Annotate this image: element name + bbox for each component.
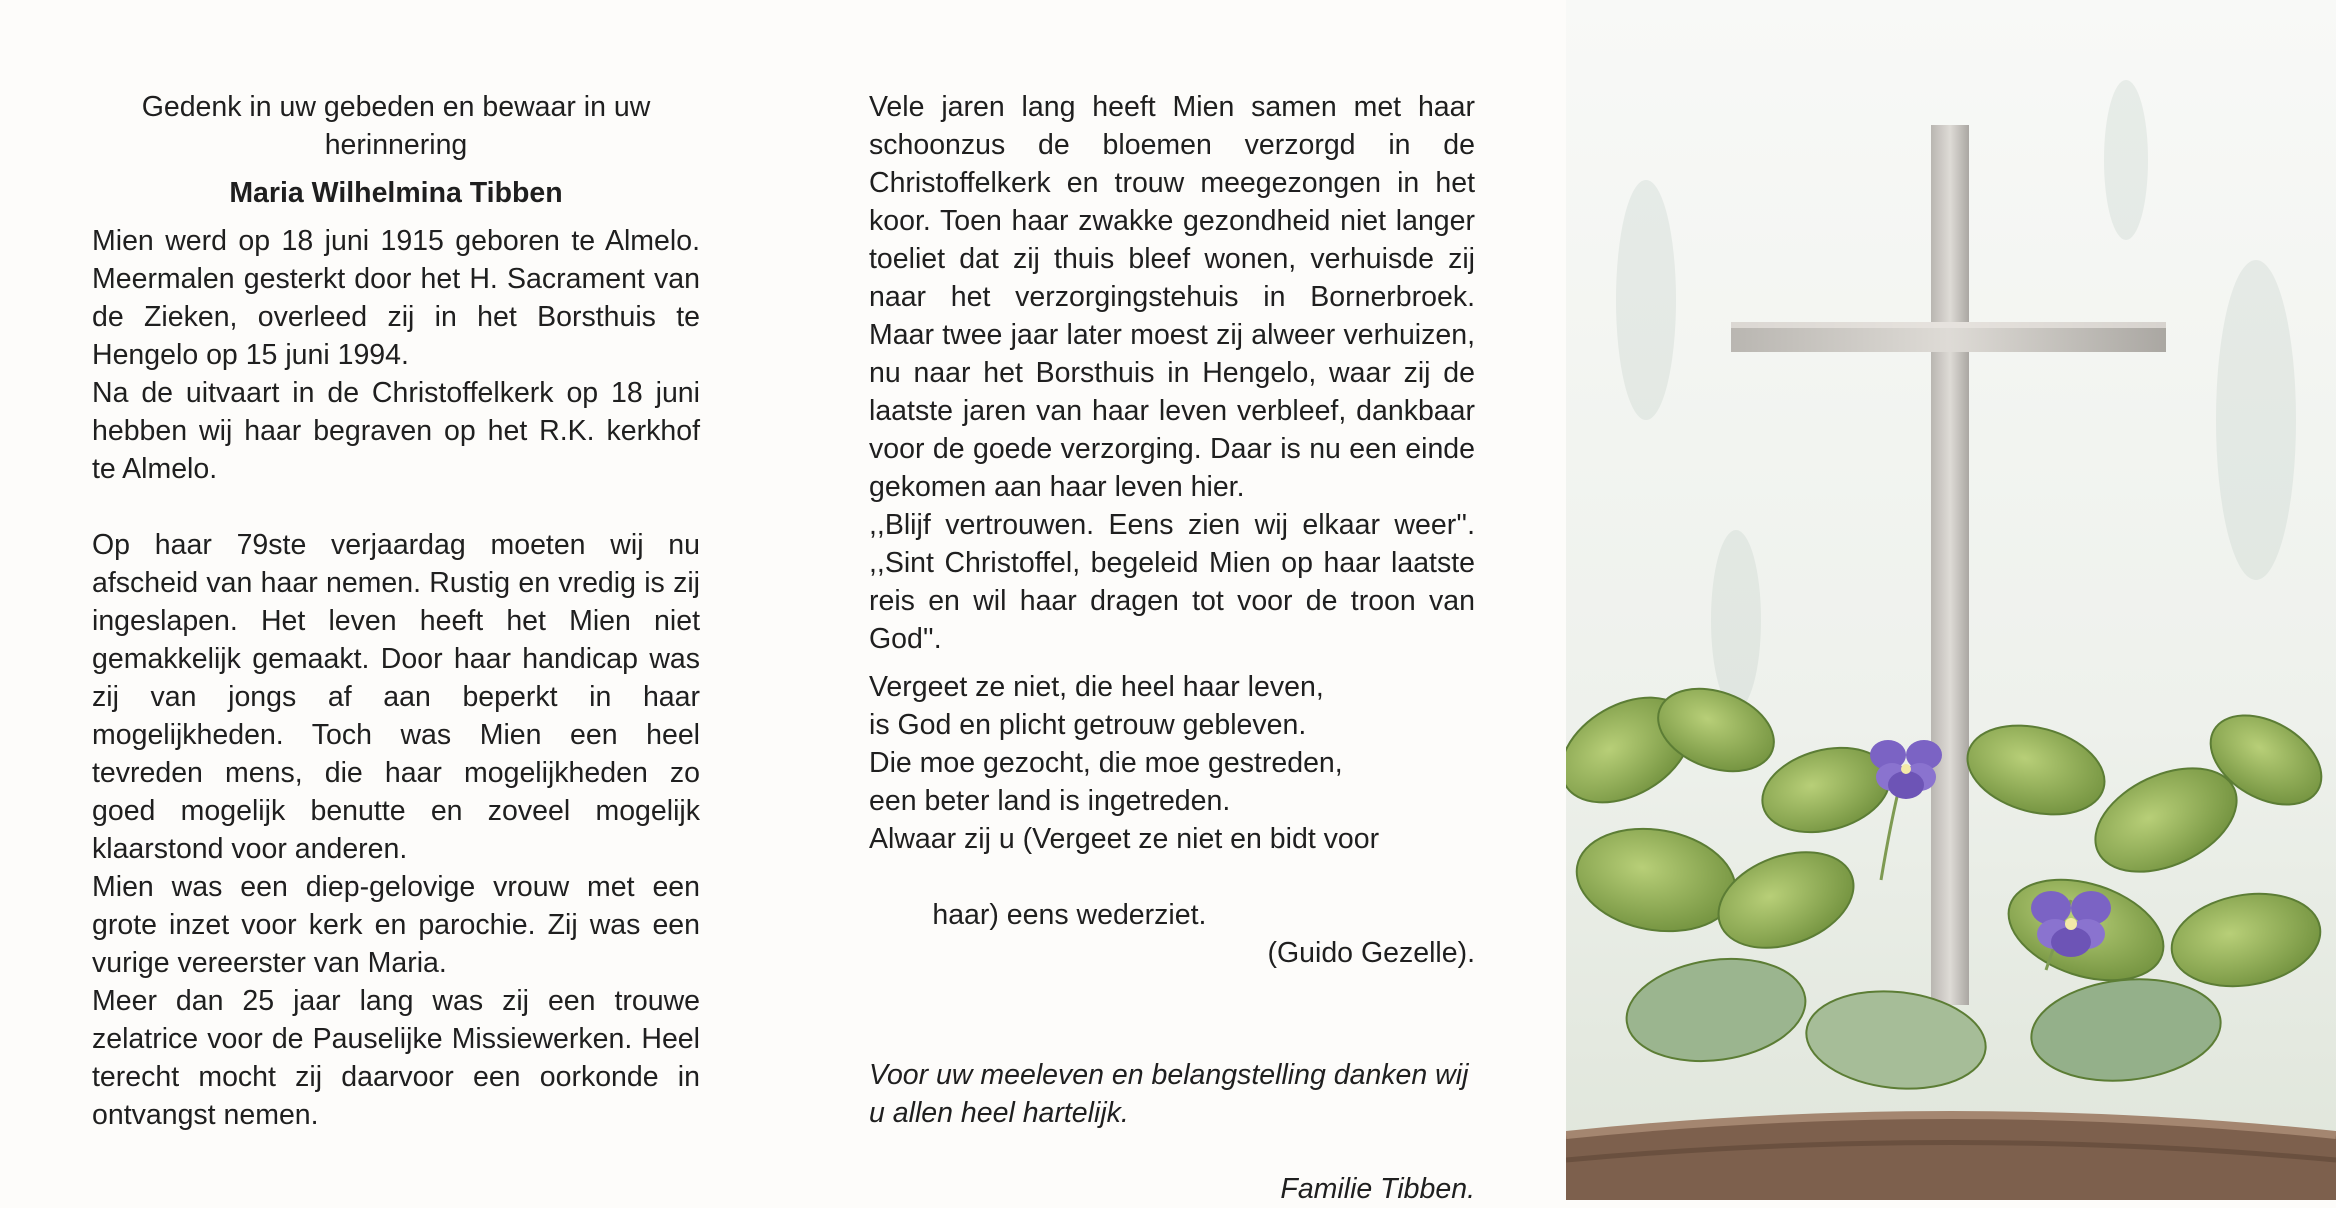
cross-photo [1566, 0, 2336, 1200]
left-column [92, 88, 700, 1134]
deceased-name: Maria Wilhelmina Tibben [229, 177, 563, 209]
faith-paragraph: Mien was een diep-gelovige vrouw met een grote inzet voor kerk en parochie. Zij was een vurige vereerster van Maria. [92, 871, 700, 979]
poem-author: (Guido Gezelle). [1267, 937, 1475, 969]
poem-line: haar) eens wederziet. [932, 899, 1207, 931]
quote-paragraph: ,,Blijf vertrouwen. Eens zien wij elkaar weer''. ,,Sint Christoffel, begeleid Mien op haar laatste reis en wil haar dragen tot voor de troon van God''. [869, 509, 1475, 655]
farewell-paragraph: Op haar 79ste verjaardag moeten wij nu afscheid van haar nemen. Rustig en vredig is zij ingeslapen. Het leven heeft het Mien niet gemakkelijk gemaakt. Door haar handicap was zij van jongs af aan beperkt in haar mogelijkheden. Toch was Mien een heel tevreden mens, die haar mogelijkheden zo goed mogelijk benutte en zoveel mogelijk klaarstond voor anderen. [92, 529, 700, 865]
middle-column [869, 88, 1475, 1208]
mission-paragraph: Meer dan 25 jaar lang was zij een trouwe zelatrice voor de Pauselijke Missiewerken. Heel terecht mocht zij daarvoor een oorkonde in ontvangst nemen. [92, 985, 700, 1131]
poem-line: Vergeet ze niet, die heel haar leven, [869, 671, 1324, 703]
basket-icon [1566, 1115, 2336, 1200]
intro-text: Gedenk in uw gebeden en bewaar in uw herinnering [141, 91, 651, 161]
poem-line: Alwaar zij u (Vergeet ze niet en bidt voor [869, 823, 1380, 855]
poem-line: Die moe gezocht, die moe gestreden, [869, 747, 1343, 779]
poem [869, 668, 1475, 1010]
poem-line: een beter land is ingetreden. [869, 785, 1231, 817]
family-signature: Familie Tibben. [1280, 1173, 1475, 1205]
poem-last-line [869, 858, 1475, 1010]
church-paragraph: Vele jaren lang heeft Mien samen met haar schoonzus de bloemen verzorgd in de Christoffelkerk en trouw meegezongen in het koor. Toen haar zwakke gezondheid niet langer toeliet dat zij thuis bleef wonen, verhuisde zij naar het verzorgingstehuis in Bornerbroek. Maar twee jaar later moest zij alweer verhuizen, nu naar het Borsthuis in Hengelo, waar zij de laatste jaren van haar leven verbleef, dankbaar voor de goede verzorging. Daar is nu een einde gekomen aan haar leven hier. [869, 91, 1475, 503]
poem-line: is God en plicht getrouw gebleven. [869, 709, 1307, 741]
cross-with-violets-image [1566, 0, 2336, 1200]
birth-paragraph: Mien werd op 18 juni 1915 geboren te Almelo. Meermalen gesterkt door het H. Sacrament van de Zieken, overleed zij in het Borsthuis te Hengelo op 15 juni 1994. [92, 225, 700, 371]
thanks-text: Voor uw meeleven en belangstelling danken wij u allen heel hartelijk. [869, 1059, 1469, 1129]
funeral-paragraph: Na de uitvaart in de Christoffelkerk op 18 juni hebben wij haar begraven op het R.K. kerkhof te Almelo. [92, 377, 700, 485]
